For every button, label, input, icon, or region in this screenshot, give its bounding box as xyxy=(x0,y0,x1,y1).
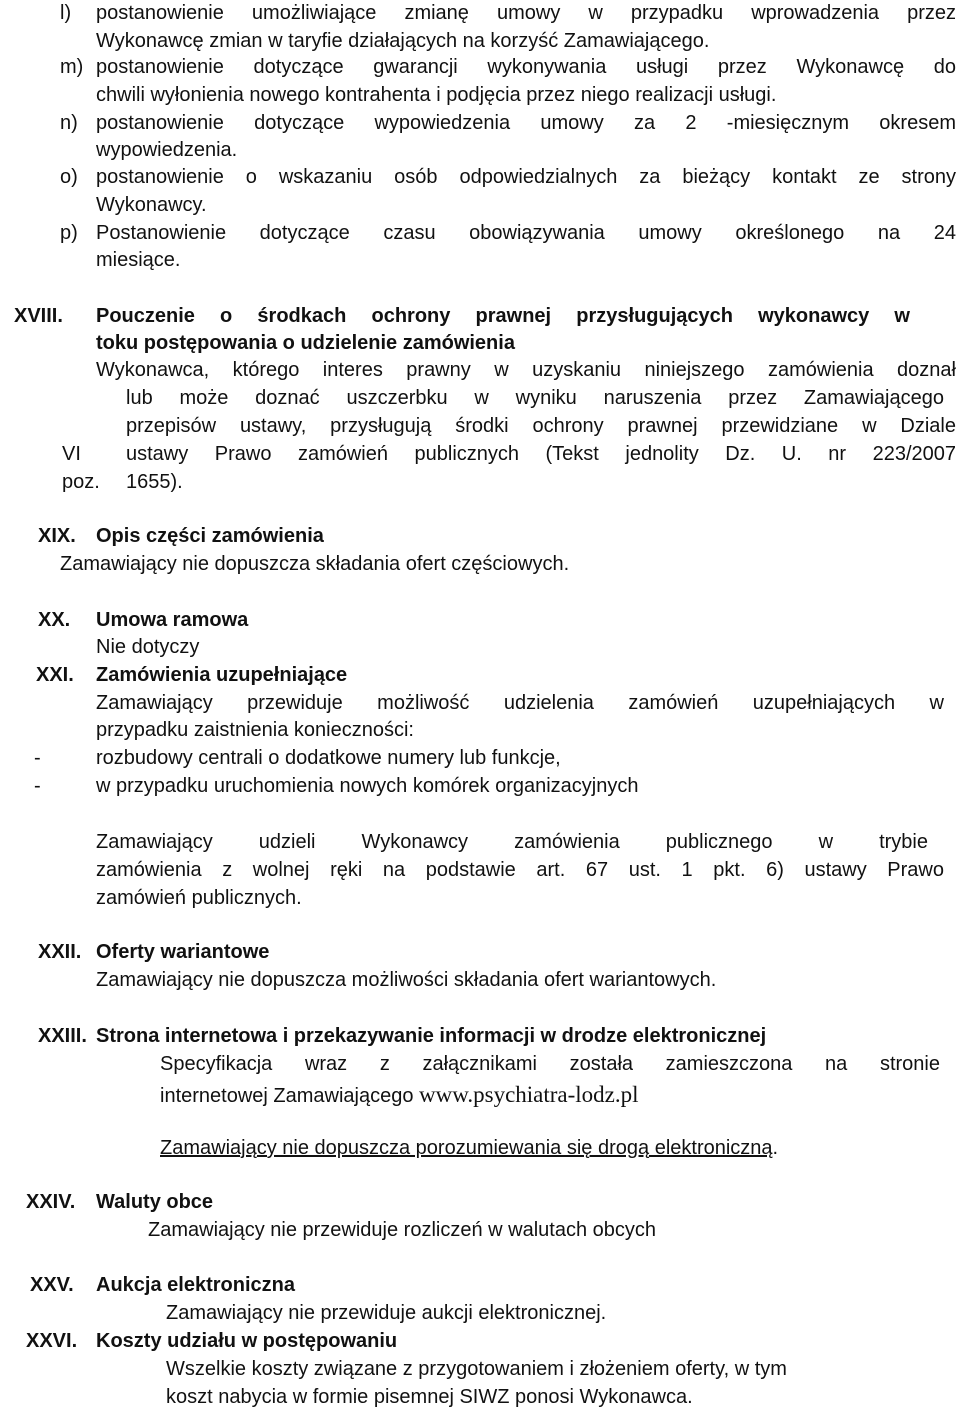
list-letter: n) xyxy=(60,112,78,134)
list-text: postanowienie dotyczące wypowiedzenia umowy za 2 -miesięcznym okresem xyxy=(96,112,956,134)
section-text: Nie dotyczy xyxy=(96,636,200,658)
list-text: postanowienie dotyczące gwarancji wykonywania usługi przez Wykonawcę do xyxy=(96,56,956,78)
section-note xyxy=(160,1135,778,1161)
list-text: wypowiedzenia. xyxy=(96,139,238,161)
list-text: postanowienie umożliwiające zmianę umowy w przypadku wprowadzenia przez xyxy=(96,2,956,24)
section-text: lub może doznać uszczerbku w wyniku naruszenia przez Zamawiającego xyxy=(126,387,944,409)
section-text: Zamawiający nie dopuszcza możliwości składania ofert wariantowych. xyxy=(96,969,717,991)
section-text xyxy=(160,1082,639,1109)
bullet-item: w przypadku uruchomienia nowych komórek organizacyjnych xyxy=(96,775,639,797)
section-title: Koszty udziału w postępowaniu xyxy=(96,1330,398,1352)
section-title: Aukcja elektroniczna xyxy=(96,1274,295,1296)
section-title: toku postępowania o udzielenie zamówienia xyxy=(96,332,515,354)
section-text: Zamawiający nie dopuszcza składania ofert częściowych. xyxy=(60,553,570,575)
section-number: XXV. xyxy=(30,1274,74,1296)
bullet-marker: - xyxy=(34,775,41,797)
section-title: Opis części zamówienia xyxy=(96,525,324,547)
section-text: Zamawiający przewiduje możliwość udzielenia zamówień uzupełniających w xyxy=(96,692,944,714)
section-title: Umowa ramowa xyxy=(96,609,249,631)
list-text: Wykonawcę zmian w taryfie działających na korzyść Zamawiającego. xyxy=(96,30,710,52)
section-text: przypadku zaistnienia konieczności: xyxy=(96,719,414,741)
section-number: XXIV. xyxy=(26,1191,76,1213)
section-title: Strona internetowa i przekazywanie informacji w drodze elektronicznej xyxy=(96,1025,767,1047)
section-text: poz. xyxy=(62,471,100,493)
section-title: Oferty wariantowe xyxy=(96,941,270,963)
section-text: Specyfikacja wraz z załącznikami została zamieszczona na stronie xyxy=(160,1053,940,1075)
section-number: XXIII. xyxy=(38,1025,87,1047)
list-text: chwili wyłonienia nowego kontrahenta i podjęcia przez niego realizacji usługi. xyxy=(96,84,777,106)
section-title: Zamówienia uzupełniające xyxy=(96,664,348,686)
section-number: XIX. xyxy=(38,525,76,547)
section-number: XXII. xyxy=(38,941,82,963)
website-link[interactable]: www.psychiatra-lodz.pl xyxy=(419,1082,639,1107)
section-title: Pouczenie o środkach ochrony prawnej przysługujących wykonawcy w xyxy=(96,305,910,327)
list-letter: p) xyxy=(60,222,78,244)
section-text: 1655). xyxy=(126,471,183,493)
note-text: Zamawiający nie dopuszcza porozumiewania się drogą elektroniczną xyxy=(160,1137,773,1159)
list-text: postanowienie o wskazaniu osób odpowiedzialnych za bieżący kontakt ze strony xyxy=(96,166,956,188)
section-text: VI xyxy=(62,443,81,465)
section-text: Zamawiający nie przewiduje rozliczeń w walutach obcych xyxy=(148,1219,656,1241)
section-text-part: internetowej Zamawiającego xyxy=(160,1085,414,1107)
section-text: ustawy Prawo zamówień publicznych (Tekst jednolity Dz. U. nr 223/2007 xyxy=(126,443,956,465)
section-text: Wszelkie koszty związane z przygotowaniem i złożeniem oferty, w tym xyxy=(166,1358,787,1380)
bullet-item: rozbudowy centrali o dodatkowe numery lub funkcje, xyxy=(96,747,561,769)
list-letter: l) xyxy=(60,2,72,24)
section-text: Zamawiający nie przewiduje aukcji elektronicznej. xyxy=(166,1302,607,1324)
list-letter: m) xyxy=(60,56,84,78)
note-end: . xyxy=(772,1137,779,1159)
list-text: miesiące. xyxy=(96,249,181,271)
section-text: Wykonawca, którego interes prawny w uzyskaniu niniejszego zamówienia doznał xyxy=(96,359,956,381)
section-title: Waluty obce xyxy=(96,1191,214,1213)
section-text: zamówień publicznych. xyxy=(96,887,302,909)
section-number: XVIII. xyxy=(14,305,63,327)
section-number: XXVI. xyxy=(26,1330,78,1352)
list-text: Postanowienie dotyczące czasu obowiązywania umowy określonego na 24 xyxy=(96,222,956,244)
section-number: XXI. xyxy=(36,664,74,686)
list-text: Wykonawcy. xyxy=(96,194,207,216)
section-text: zamówienia z wolnej ręki na podstawie art. 67 ust. 1 pkt. 6) ustawy Prawo xyxy=(96,859,944,881)
section-text: przepisów ustawy, przysługują środki ochrony prawnej przewidziane w Dziale xyxy=(126,415,956,437)
list-letter: o) xyxy=(60,166,78,188)
section-number: XX. xyxy=(38,609,71,631)
section-text: Zamawiający udzieli Wykonawcy zamówienia publicznego w trybie xyxy=(96,831,928,853)
section-text: koszt nabycia w formie pisemnej SIWZ ponosi Wykonawca. xyxy=(166,1386,693,1408)
bullet-marker: - xyxy=(34,747,41,769)
